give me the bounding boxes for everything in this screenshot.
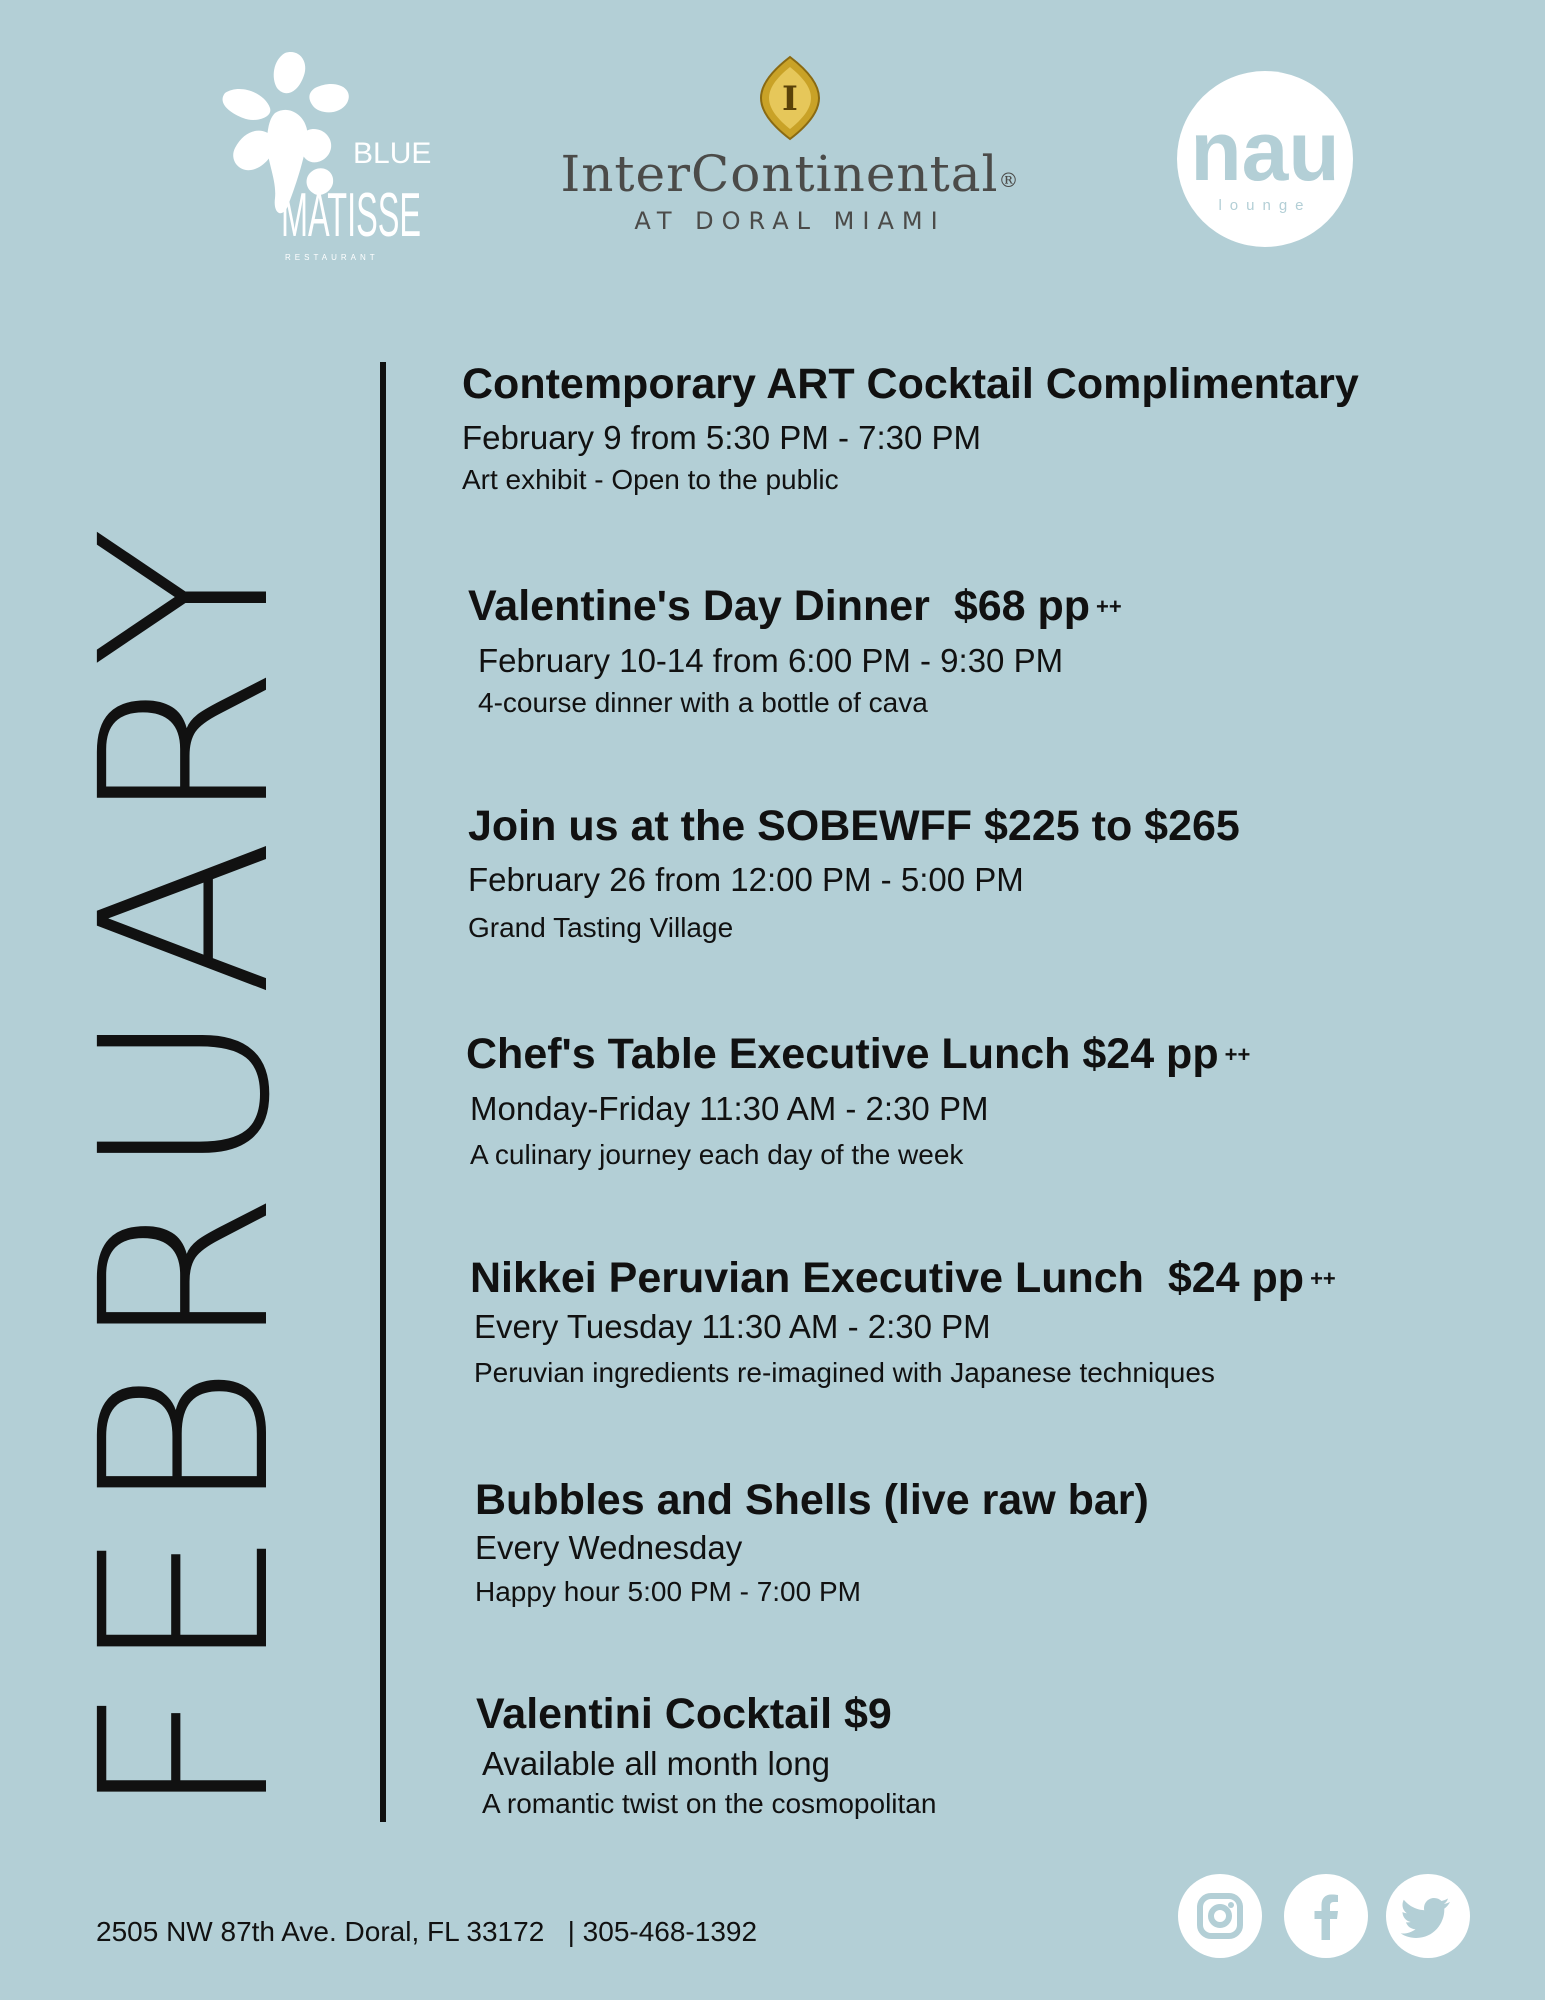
- event-title-text: Chef's Table Executive Lunch $24 pp: [466, 1030, 1219, 1078]
- event-schedule: February 9 from 5:30 PM - 7:30 PM: [462, 419, 982, 456]
- event-description: A culinary journey each day of the week: [470, 1139, 964, 1170]
- event-title: [476, 1688, 936, 1740]
- restaurant-text: RESTAURANT: [285, 253, 379, 262]
- event-description: Peruvian ingredients re-imagined with Japanese techniques: [474, 1357, 1215, 1388]
- blue-matisse-flower-icon: [215, 48, 432, 268]
- event-valentines-dinner: [468, 580, 1122, 721]
- intercontinental-name: [520, 145, 1060, 203]
- nau-text: nau: [1190, 104, 1340, 198]
- event-title-text: Contemporary ART Cocktail Complimentary: [462, 360, 1359, 408]
- instagram-icon: [1178, 1874, 1262, 1958]
- matisse-text: MATISSE: [281, 181, 421, 250]
- event-plus-mark: ++: [1096, 594, 1122, 619]
- event-price: $24 pp: [1167, 1254, 1305, 1302]
- event-description: Happy hour 5:00 PM - 7:00 PM: [475, 1576, 861, 1607]
- lounge-text: lounge: [1218, 197, 1312, 214]
- emblem-letter: I: [782, 79, 798, 119]
- footer-contact: [96, 1916, 757, 1948]
- instagram-link[interactable]: [1178, 1874, 1262, 1958]
- intercontinental-location: AT DORAL MIAMI: [634, 207, 946, 235]
- event-title: [468, 800, 1240, 852]
- event-title-text: Bubbles and Shells (live raw bar): [475, 1476, 1149, 1524]
- event-bubbles-shells: [475, 1474, 1149, 1610]
- event-schedule: Available all month long: [482, 1745, 830, 1782]
- twitter-icon: [1386, 1874, 1470, 1958]
- vertical-divider: [380, 362, 386, 1822]
- event-description: Art exhibit - Open to the public: [462, 464, 839, 495]
- event-title: [462, 358, 1359, 410]
- event-title-text: Valentini Cocktail $9: [476, 1690, 892, 1738]
- event-title-text: Valentine's Day Dinner: [468, 582, 930, 630]
- twitter-link[interactable]: [1386, 1874, 1470, 1958]
- event-schedule: February 26 from 12:00 PM - 5:00 PM: [468, 861, 1024, 898]
- facebook-link[interactable]: [1284, 1874, 1368, 1958]
- event-chefs-table: [466, 1028, 1250, 1173]
- month-title: FEBRUARY: [51, 514, 321, 1820]
- registered-mark: ®: [998, 168, 1020, 192]
- event-description: 4-course dinner with a bottle of cava: [478, 687, 928, 718]
- blue-matisse-logo: [215, 48, 432, 268]
- event-description: A romantic twist on the cosmopolitan: [482, 1788, 937, 1819]
- event-valentini-cocktail: [476, 1688, 936, 1822]
- event-schedule: Monday-Friday 11:30 AM - 2:30 PM: [470, 1090, 989, 1127]
- event-schedule: Every Wednesday: [475, 1529, 743, 1566]
- event-plus-mark: ++: [1310, 1266, 1336, 1291]
- event-title: [475, 1474, 1149, 1526]
- event-description: Grand Tasting Village: [468, 912, 734, 943]
- event-title-text: Join us at the SOBEWFF $225 to $265: [468, 802, 1240, 850]
- footer-address: 2505 NW 87th Ave. Doral, FL 33172: [96, 1916, 545, 1947]
- intercontinental-logo: [520, 55, 1060, 255]
- event-schedule: Every Tuesday 11:30 AM - 2:30 PM: [474, 1308, 991, 1345]
- footer-phone[interactable]: | 305-468-1392: [567, 1916, 758, 1947]
- event-title-text: Nikkei Peruvian Executive Lunch: [470, 1254, 1144, 1302]
- event-nikkei-lunch: [470, 1252, 1336, 1391]
- event-plus-mark: ++: [1224, 1042, 1251, 1067]
- nau-lounge-badge-icon: [1176, 70, 1354, 248]
- intercontinental-name-text: InterContinental: [560, 145, 999, 203]
- event-art-cocktail: [462, 358, 1359, 498]
- nau-lounge-logo: [1176, 70, 1354, 248]
- facebook-icon: [1284, 1874, 1368, 1958]
- event-sobewff: [468, 800, 1240, 946]
- event-title: [466, 1028, 1250, 1081]
- event-title: [470, 1252, 1336, 1305]
- intercontinental-emblem-icon: [759, 55, 821, 141]
- event-schedule: February 10-14 from 6:00 PM - 9:30 PM: [478, 642, 1064, 679]
- event-price: $68 pp: [953, 582, 1091, 630]
- event-title: [468, 580, 1122, 633]
- blue-text: BLUE: [353, 137, 432, 170]
